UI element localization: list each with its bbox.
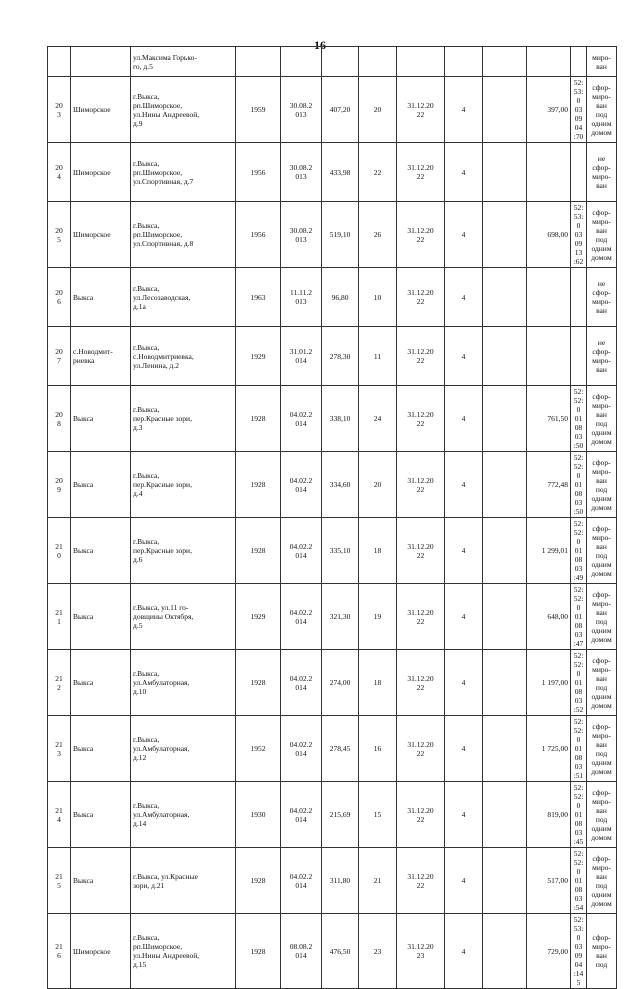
cadastral-cell: 52:52:0 010803 :52 [571,650,587,716]
residents-cell: 18 [359,650,397,716]
table-row [48,77,617,143]
cost-cell [527,268,571,327]
area-cell: 407,20 [322,77,359,143]
residents-cell: 21 [359,848,397,914]
address-cell: г.Выкса, с.Новодмитриевка, ул.Ленина, д.2 [131,327,236,386]
settlement-cell: Шиморское [71,143,131,202]
cadastral-cell: 52:53:0 030913 :62 [571,202,587,268]
residents-cell: 10 [359,268,397,327]
land-status-cell: сфор- миро- ван под одним домом [587,716,617,782]
residents-cell: 20 [359,77,397,143]
area-cell: 338,10 [322,386,359,452]
address-cell: г.Выкса, рп.Шиморское, ул.Нины Андреевой, д.9 [131,77,236,143]
category-cell: 4 [445,77,483,143]
table-row [48,386,617,452]
table-row [48,650,617,716]
date-cell: 04.02.2 014 [281,386,322,452]
land-status-cell: сфор- миро- ван под одним домом [587,452,617,518]
row-number-cell: 20 4 [48,143,71,202]
table-row [48,782,617,848]
cadastral-cell: 52:53:0 030904 :70 [571,77,587,143]
year-cell: 1959 [236,77,281,143]
year-cell: 1928 [236,518,281,584]
cadastral-cell [571,143,587,202]
cadastral-cell [571,268,587,327]
area-cell: 274,00 [322,650,359,716]
address-cell: г.Выкса, ул.Лесозаводская, д.1а [131,268,236,327]
category-cell: 4 [445,518,483,584]
cadastral-cell: 52:52:0 010803 :45 [571,782,587,848]
date-cell: 04.02.2 014 [281,848,322,914]
settlement-cell: Выкса [71,848,131,914]
area-cell: 476,50 [322,914,359,989]
area-cell: 335,10 [322,518,359,584]
extra-cell [483,327,527,386]
category-cell: 4 [445,782,483,848]
cost-cell: 772,48 [527,452,571,518]
category-cell: 4 [445,914,483,989]
planned-date-cell: 31.12.20 22 [397,386,445,452]
area-cell: 215,69 [322,782,359,848]
table-row [48,452,617,518]
address-cell: г.Выкса, ул.11 го- довщины Октября, д.5 [131,584,236,650]
land-status-cell: сфор- миро- ван под одним домом [587,77,617,143]
settlement-cell: Шиморское [71,914,131,989]
cadastral-cell: 52:52:0 010803 :50 [571,386,587,452]
planned-date-cell: 31.12.20 22 [397,327,445,386]
row-number-cell: 20 7 [48,327,71,386]
year-cell: 1956 [236,202,281,268]
date-cell: 31.01.2 014 [281,327,322,386]
year-cell: 1956 [236,143,281,202]
extra-cell [483,143,527,202]
land-status-cell: не сфор- миро- ван [587,327,617,386]
page-number: 16 [314,38,326,52]
settlement-cell: Шиморское [71,202,131,268]
address-cell: г.Выкса, рп.Шиморское, ул.Спортивная, д.8 [131,202,236,268]
planned-date-cell: 31.12.20 22 [397,77,445,143]
year-cell: 1928 [236,914,281,989]
land-status-cell: сфор- миро- ван под одним домом [587,202,617,268]
address-cell: г.Выкса, ул.Амбулаторная, д.10 [131,650,236,716]
extra-cell [483,202,527,268]
row-number-cell: 21 2 [48,650,71,716]
area-cell: 278,30 [322,327,359,386]
date-cell: 04.02.2 014 [281,716,322,782]
row-number-cell: 21 4 [48,782,71,848]
planned-date-cell: 31.12.20 22 [397,782,445,848]
year-cell: 1963 [236,268,281,327]
category-cell: 4 [445,202,483,268]
extra-cell [483,782,527,848]
extra-cell [483,848,527,914]
settlement-cell: Выкса [71,452,131,518]
land-status-cell: сфор- миро- ван под [587,914,617,989]
settlement-cell: Выкса [71,650,131,716]
area-cell: 311,80 [322,848,359,914]
extra-cell [483,452,527,518]
settlement-cell: Выкса [71,584,131,650]
residents-cell: 15 [359,782,397,848]
year-cell: 1929 [236,327,281,386]
area-cell: 433,98 [322,143,359,202]
address-cell: г.Выкса, ул.Красные зори, д.21 [131,848,236,914]
cadastral-cell: 52:52:0 010803 :54 [571,848,587,914]
settlement-cell: Шиморское [71,77,131,143]
date-cell: 04.02.2 014 [281,782,322,848]
date-cell: 11.11.2 013 [281,268,322,327]
cost-cell: 1 299,01 [527,518,571,584]
category-cell: 4 [445,386,483,452]
table-row [48,518,617,584]
date-cell: 30.08.2 013 [281,202,322,268]
residents-cell: 26 [359,202,397,268]
cost-cell [527,327,571,386]
row-number-cell: 20 6 [48,268,71,327]
year-cell: 1929 [236,584,281,650]
year-cell: 1928 [236,452,281,518]
cost-cell: 517,00 [527,848,571,914]
row-number-cell: 21 5 [48,848,71,914]
extra-cell [483,77,527,143]
category-cell: 4 [445,327,483,386]
table-row-continued [48,47,617,77]
land-status-cell: не сфор- миро- ван [587,268,617,327]
planned-date-cell: 31.12.20 22 [397,268,445,327]
planned-date-cell [397,47,445,77]
row-number-cell: 20 5 [48,202,71,268]
year-cell: 1928 [236,386,281,452]
address-cell: г.Выкса, ул.Амбулаторная, д.12 [131,716,236,782]
residents-cell: 18 [359,518,397,584]
extra-cell [483,716,527,782]
cadastral-cell: 52:52:0 010803 :49 [571,518,587,584]
row-number-cell [48,47,71,77]
category-cell: 4 [445,848,483,914]
table-row [48,584,617,650]
table-row [48,143,617,202]
category-cell: 4 [445,143,483,202]
residents-cell [359,47,397,77]
address-cell: г.Выкса, рп.Шиморское, ул.Спортивная, д.7 [131,143,236,202]
date-cell: 30.08.2 013 [281,77,322,143]
extra-cell [483,518,527,584]
area-cell: 96,80 [322,268,359,327]
extra-cell [483,914,527,989]
address-cell: ул.Максима Горько- го, д.5 [131,47,236,77]
land-status-cell: миро- ван [587,47,617,77]
cost-cell: 698,00 [527,202,571,268]
housing-registry-table [47,46,617,989]
cadastral-cell: 52:53:0 030904 :145 [571,914,587,989]
cost-cell [527,47,571,77]
row-number-cell: 21 6 [48,914,71,989]
land-status-cell: сфор- миро- ван под одним домом [587,782,617,848]
land-status-cell: сфор- миро- ван под одним домом [587,518,617,584]
cadastral-cell: 52:52:0 010803 :51 [571,716,587,782]
area-cell [322,47,359,77]
date-cell [281,47,322,77]
cost-cell: 761,50 [527,386,571,452]
settlement-cell: Выкса [71,518,131,584]
land-status-cell: сфор- миро- ван под одним домом [587,650,617,716]
date-cell: 04.02.2 014 [281,518,322,584]
table-row [48,202,617,268]
land-status-cell: не сфор- миро- ван [587,143,617,202]
address-cell: г.Выкса, ул.Амбулаторная, д.14 [131,782,236,848]
extra-cell [483,386,527,452]
year-cell: 1930 [236,782,281,848]
cost-cell: 397,00 [527,77,571,143]
row-number-cell: 21 1 [48,584,71,650]
extra-cell [483,584,527,650]
year-cell [236,47,281,77]
land-status-cell: сфор- миро- ван под одним домом [587,584,617,650]
planned-date-cell: 31.12.20 22 [397,452,445,518]
cost-cell: 729,00 [527,914,571,989]
date-cell: 04.02.2 014 [281,650,322,716]
date-cell: 08.08.2 014 [281,914,322,989]
cost-cell: 1 197,00 [527,650,571,716]
area-cell: 321,30 [322,584,359,650]
address-cell: г.Выкса, рп.Шиморское, ул.Нины Андреевой, д.15 [131,914,236,989]
planned-date-cell: 31.12.20 22 [397,143,445,202]
planned-date-cell: 31.12.20 22 [397,848,445,914]
area-cell: 519,10 [322,202,359,268]
table-row [48,914,617,989]
cadastral-cell: 52:52:0 010803 :50 [571,452,587,518]
category-cell: 4 [445,716,483,782]
area-cell: 278,45 [322,716,359,782]
settlement-cell: с.Новодмит- риевка [71,327,131,386]
cost-cell [527,143,571,202]
date-cell: 04.02.2 014 [281,452,322,518]
settlement-cell: Выкса [71,716,131,782]
year-cell: 1928 [236,650,281,716]
category-cell: 4 [445,584,483,650]
planned-date-cell: 31.12.20 22 [397,650,445,716]
address-cell: г.Выкса, пер.Красные зори, д.6 [131,518,236,584]
date-cell: 30.08.2 013 [281,143,322,202]
residents-cell: 24 [359,386,397,452]
cadastral-cell [571,47,587,77]
residents-cell: 19 [359,584,397,650]
settlement-cell [71,47,131,77]
cadastral-cell [571,327,587,386]
category-cell [445,47,483,77]
date-cell: 04.02.2 014 [281,584,322,650]
cost-cell: 1 725,00 [527,716,571,782]
category-cell: 4 [445,452,483,518]
extra-cell [483,268,527,327]
settlement-cell: Выкса [71,782,131,848]
planned-date-cell: 31.12.20 22 [397,202,445,268]
row-number-cell: 21 0 [48,518,71,584]
row-number-cell: 21 3 [48,716,71,782]
settlement-cell: Выкса [71,386,131,452]
land-status-cell: сфор- миро- ван под одним домом [587,386,617,452]
planned-date-cell: 31.12.20 22 [397,584,445,650]
cost-cell: 819,00 [527,782,571,848]
table-row [48,848,617,914]
area-cell: 334,60 [322,452,359,518]
residents-cell: 16 [359,716,397,782]
residents-cell: 20 [359,452,397,518]
extra-cell [483,47,527,77]
residents-cell: 11 [359,327,397,386]
row-number-cell: 20 9 [48,452,71,518]
residents-cell: 23 [359,914,397,989]
table-row [48,327,617,386]
land-status-cell: сфор- миро- ван под одним домом [587,848,617,914]
row-number-cell: 20 3 [48,77,71,143]
category-cell: 4 [445,650,483,716]
table-row [48,268,617,327]
planned-date-cell: 31.12.20 22 [397,518,445,584]
cadastral-cell: 52:52:0 010803 :47 [571,584,587,650]
extra-cell [483,650,527,716]
settlement-cell: Выкса [71,268,131,327]
residents-cell: 22 [359,143,397,202]
row-number-cell: 20 8 [48,386,71,452]
planned-date-cell: 31.12.20 23 [397,914,445,989]
address-cell: г.Выкса, пер.Красные зори, д.4 [131,452,236,518]
category-cell: 4 [445,268,483,327]
table-row [48,716,617,782]
cost-cell: 648,00 [527,584,571,650]
address-cell: г.Выкса, пер.Красные зори, д.3 [131,386,236,452]
planned-date-cell: 31.12.20 22 [397,716,445,782]
year-cell: 1928 [236,848,281,914]
year-cell: 1952 [236,716,281,782]
